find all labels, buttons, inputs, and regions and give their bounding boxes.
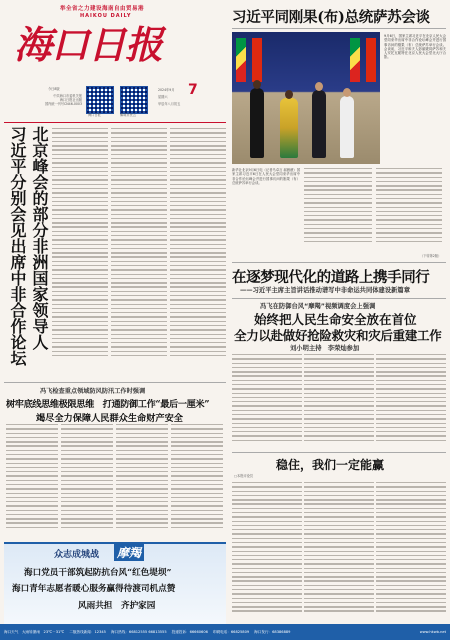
masthead-english: HAIKOU DAILY [80,13,132,19]
summit-article-body [52,128,226,376]
typhoon-main-kicker: 冯飞在防御台风“摩羯”视频调度会上强调 [260,303,376,310]
promo-heading: 众志成城战 [54,550,100,560]
footer-item: 海口热线：66812555 66813555 [110,629,167,634]
modernization-headline[interactable]: 在逐梦现代化的道路上携手同行 [232,269,430,286]
person-figure [312,90,326,158]
issue-lunar: 甲辰年八月初五 [158,102,181,106]
state-visit-photo [232,32,380,164]
lead-continued[interactable]: （下转第2版） [420,254,442,258]
promo-line-1[interactable]: 海口党员干部筑起防抗台风“红色堤坝” [24,568,172,578]
issue-day: 7 [188,82,198,98]
typhoon-check-body [6,424,226,538]
commentary-headline[interactable]: 稳住，我们一定能赢 [276,458,385,472]
commentary-byline: □本报评论员 [234,474,253,478]
issue-date: 2024年9月 [158,88,175,92]
flag-china-icon [252,38,262,82]
masthead-logo: 海口日报 [14,22,163,67]
section-rule [232,452,446,453]
qr-code-citycloud[interactable] [120,86,148,114]
flag-china-icon [366,38,376,82]
footer-item: 海口发行：68386889 [254,629,291,634]
person-head [253,80,261,89]
lead-rule [232,28,446,29]
section-rule [232,262,446,263]
promo-heading-accent: 摩羯 [114,544,144,561]
footer-item: 印刷电话：66825809 [212,629,250,634]
person-figure [340,96,354,158]
person-head [285,90,293,99]
photo-caption: 9月6日，国家主席习近平在北京人民大会堂同来华出席中非合作论坛峰会并进行国事访问的刚果（布）总统萨苏举行会谈。会谈前，习近平和夫人彭丽媛同萨苏和夫人安托瓦妮特在北京人民大会堂北大厅合影。 [384,34,446,60]
commentary-body [232,482,446,620]
typhoon-main-byline: 刘小明主持 李荣灿参加 [290,345,360,352]
flag-congo-icon [236,38,246,82]
typhoon-check-headline-2[interactable]: 竭尽全力保障人民群众生命财产安全 [36,413,183,424]
typhoon-main-headline-2[interactable]: 全力以赴做好抢险救灾和灾后重建工作 [234,328,442,343]
masthead-slogan: 举全省之力建设海南自由贸易港 [60,6,145,12]
masthead-rule [4,122,226,123]
publisher-info: 中共海口市委机关报 海口日报社出版 国内统一刊号CN46-0003 [44,94,82,107]
person-figure [250,88,264,158]
section-rule [232,298,446,299]
edition-count: 今日8版 [48,87,60,91]
footer-website-link[interactable]: www.hkwb.net [419,630,446,634]
promo-box[interactable] [4,542,226,624]
person-head [315,82,323,91]
footer-bar [0,624,450,640]
person-head [343,88,351,97]
person-figure [280,98,298,158]
issue-weekday: 星期六 [158,95,168,99]
section-rule [4,382,226,383]
footer-weather: 海口天气 大雨转暴雨 23℃－31℃ [4,629,65,634]
typhoon-main-body [232,354,446,448]
qr-label-citycloud: 椰城市民云 [120,113,136,117]
lead-body: 新华社北京9月6日电（记者马卓言 郝薇薇）国家主席习近平6日在人民大会堂同来华出席中非合作论坛峰会并进行国事访问的刚果（布）总统萨苏举行会谈。 [232,168,446,256]
footer-item: 二版热线新闻：12345 [69,629,106,634]
typhoon-check-kicker: 冯飞检查重点领域防风防汛工作时强调 [40,388,146,395]
flag-congo-icon [350,38,360,82]
vertical-headline-line1[interactable]: 习近平分别会见出席中非合作论坛 [8,126,27,366]
typhoon-check-headline-1[interactable]: 树牢底线思维极限思维 打通防御工作“最后一厘米” [6,399,210,410]
modernization-subtitle: ——习近平主席主旨讲话推动谱写中非命运共同体建设新篇章 [240,287,411,294]
lead-headline[interactable]: 习近平同刚果(布)总统萨苏会谈 [232,9,430,26]
typhoon-main-headline-1[interactable]: 始终把人民生命安全放在首位 [254,312,417,327]
qr-code-newspaper[interactable] [86,86,114,114]
qr-label-newspaper: 海口日报 [88,113,101,117]
vertical-headline-line2[interactable]: 北京峰会的部分非洲国家领导人 [30,126,49,350]
promo-line-3[interactable]: 风雨共担 齐护家园 [78,601,156,611]
promo-line-2[interactable]: 海口青年志愿者暖心服务赢得待渡司机点赞 [12,584,176,594]
footer-item: 投递投诉：66660606 [171,629,208,634]
